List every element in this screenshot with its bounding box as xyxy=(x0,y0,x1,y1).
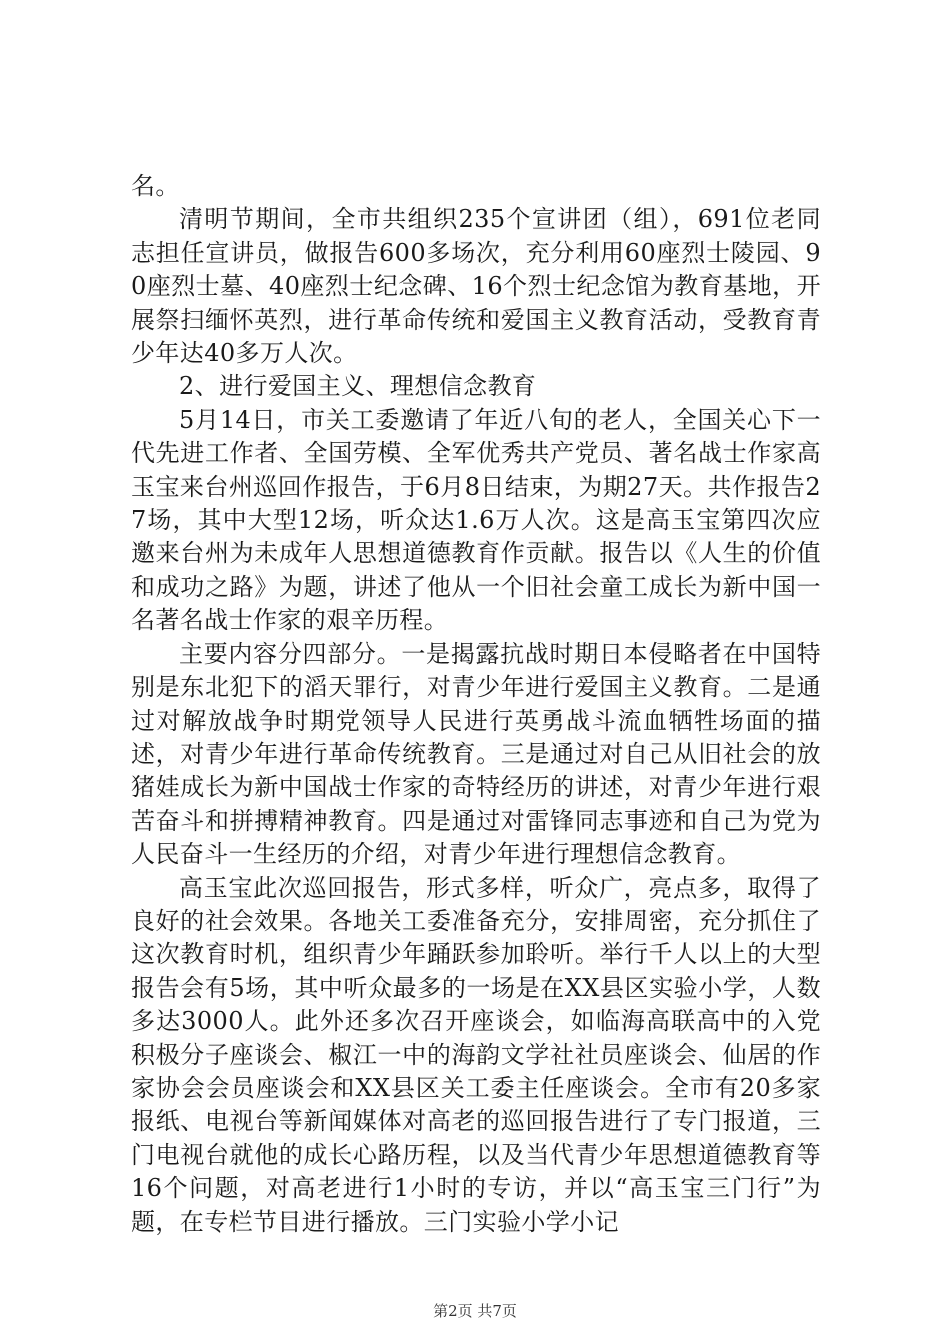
paragraph-effects: 高玉宝此次巡回报告，形式多样，听众广，亮点多，取得了良好的社会效果。各地关工委准备充分，安排周密，充分抓住了这次教育时机，组织青少年踊跃参加聆听。举行千人以上的大型报告会有5场，其中听众最多的一场是在XX县区实验小学，人数多达3000人。此外还多次召开座谈会，如临海高联高中的入党积极分子座谈会、椒江一中的海韵文学社社员座谈会、仙居的作家协会会员座谈会和XX县区关工委主任座谈会。全市有20多家报纸、电视台等新闻媒体对高老的巡回报告进行了专门报道，三门电视台就他的成长心路历程，以及当代青少年思想道德教育等16个问题，对高老进行1小时的专访，并以“高玉宝三门行”为题，在专栏节目进行播放。三门实验小学小记 xyxy=(131,873,821,1236)
document-body xyxy=(131,170,821,1239)
paragraph-main-content: 主要内容分四部分。一是揭露抗战时期日本侵略者在中国特别是东北犯下的滔天罪行，对青少年进行爱国主义教育。二是通过对解放战争时期党领导人民进行英勇战斗流血牺牲场面的描述，对青少年进行革命传统教育。三是通过对自己从旧社会的放猪娃成长为新中国战士作家的奇特经历的讲述，对青少年进行艰苦奋斗和拼搏精神教育。四是通过对雷锋同志事迹和自己为党为人民奋斗一生经历的介绍，对青少年进行理想信念教育。 xyxy=(131,639,821,869)
paragraph-continuation: 名。 xyxy=(131,172,180,200)
paragraph-qingming: 清明节期间，全市共组织235个宣讲团（组），691位老同志担任宣讲员，做报告600多场次，充分利用60座烈士陵园、90座烈士墓、40座烈士纪念碑、16个烈士纪念馆为教育基地，开展祭扫缅怀英烈，进行革命传统和爱国主义教育活动，受教育青少年达40多万人次。 xyxy=(131,205,821,368)
paragraph-report-tour: 5月14日，市关工委邀请了年近八旬的老人，全国关心下一代先进工作者、全国劳模、全军优秀共产党员、著名战士作家高玉宝来台州巡回作报告，于6月8日结束，为期27天。共作报告27场，其中大型12场，听众达1.6万人次。这是高玉宝第四次应邀来台州为未成年人思想道德教育作贡献。报告以《人生的价值和成功之路》为题，讲述了他从一个旧社会童工成长为新中国一名著名战士作家的艰辛历程。 xyxy=(131,405,821,635)
section-heading: 2、进行爱国主义、理想信念教育 xyxy=(179,372,537,401)
page-footer: 第2页 共7页 xyxy=(433,1302,517,1320)
